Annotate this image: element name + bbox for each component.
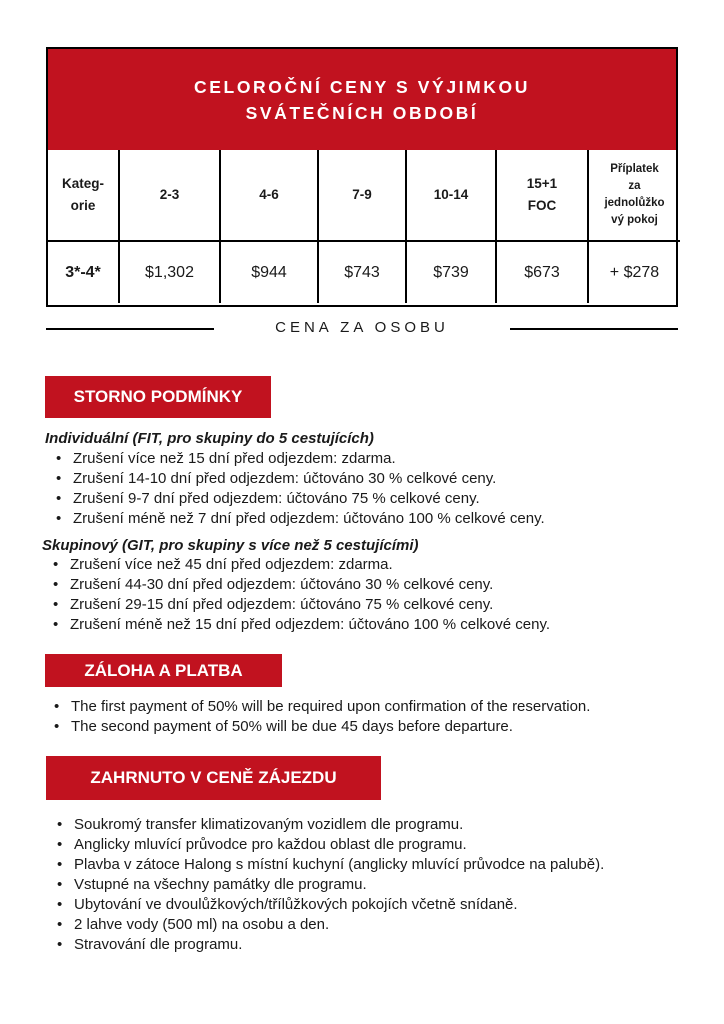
list-item: • Zrušení 29-15 dní před odjezdem: účtováno 75 % celkové ceny. bbox=[70, 595, 550, 615]
price-group-4-6: $944 bbox=[220, 241, 318, 303]
list-item: • The first payment of 50% will be required upon confirmation of the reservation. bbox=[71, 697, 590, 717]
price-table bbox=[48, 150, 680, 303]
price-table-row bbox=[48, 241, 680, 303]
included-heading: ZAHRNUTO V CENĚ ZÁJEZDU bbox=[46, 756, 381, 800]
list-item: • Zrušení více než 45 dní před odjezdem: zdarma. bbox=[70, 555, 550, 575]
fit-subheading: Individuální (FIT, pro skupiny do 5 cestujících) bbox=[45, 430, 374, 447]
price-table-title bbox=[48, 49, 676, 150]
divider-line-right bbox=[510, 328, 678, 330]
list-item: • Soukromý transfer klimatizovaným vozidlem dle programu. bbox=[74, 815, 674, 835]
list-item: • Zrušení 44-30 dní před odjezdem: účtováno 30 % celkové ceny. bbox=[70, 575, 550, 595]
header-category: Kateg- orie bbox=[48, 150, 119, 241]
price-group-7-9: $743 bbox=[318, 241, 406, 303]
list-item: • Zrušení méně než 15 dní před odjezdem: účtováno 100 % celkové ceny. bbox=[70, 615, 550, 635]
deposit-heading: ZÁLOHA A PLATBA bbox=[45, 654, 282, 687]
list-item: • Zrušení 14-10 dní před odjezdem: účtováno 30 % celkové ceny. bbox=[73, 469, 545, 489]
header-group-10-14: 10-14 bbox=[406, 150, 496, 241]
list-item: • Vstupné na všechny památky dle programu. bbox=[74, 875, 674, 895]
list-item: • Zrušení více než 15 dní před odjezdem: zdarma. bbox=[73, 449, 545, 469]
price-title-line1: CELOROČNÍ CENY S VÝJIMKOU bbox=[194, 76, 530, 97]
price-table-box bbox=[46, 47, 678, 307]
included-list bbox=[49, 815, 674, 955]
list-item: • The second payment of 50% will be due 45 days before departure. bbox=[71, 717, 590, 737]
header-single-surcharge: Příplatek za jednolůžko vý pokoj bbox=[588, 150, 680, 241]
list-item: • Plavba v zátoce Halong s místní kuchyní (anglicky mluvící průvodce na palubě). bbox=[74, 855, 674, 875]
price-title-line2: SVÁTEČNÍCH OBDOBÍ bbox=[245, 102, 479, 123]
row-category: 3*-4* bbox=[48, 241, 119, 303]
list-item: • Stravování dle programu. bbox=[74, 935, 674, 955]
header-group-4-6: 4-6 bbox=[220, 150, 318, 241]
price-group-10-14: $739 bbox=[406, 241, 496, 303]
header-group-7-9: 7-9 bbox=[318, 150, 406, 241]
deposit-list bbox=[46, 697, 590, 737]
price-table-header-row bbox=[48, 150, 680, 241]
header-group-15-foc: 15+1 FOC bbox=[496, 150, 588, 241]
price-single-surcharge: + $278 bbox=[588, 241, 680, 303]
per-person-divider bbox=[46, 318, 678, 340]
cancellation-heading: STORNO PODMÍNKY bbox=[45, 376, 271, 418]
list-item: • Zrušení 9-7 dní před odjezdem: účtováno 75 % celkové ceny. bbox=[73, 489, 545, 509]
header-group-2-3: 2-3 bbox=[119, 150, 220, 241]
price-group-2-3: $1,302 bbox=[119, 241, 220, 303]
list-item: • Ubytování ve dvoulůžkových/třílůžkových pokojích včetně snídaně. bbox=[74, 895, 674, 915]
per-person-label: CENA ZA OSOBU bbox=[275, 319, 449, 336]
fit-list bbox=[48, 449, 545, 529]
list-item: • Zrušení méně než 7 dní před odjezdem: účtováno 100 % celkové ceny. bbox=[73, 509, 545, 529]
git-subheading: Skupinový (GIT, pro skupiny s více než 5 cestujícími) bbox=[42, 537, 419, 554]
price-group-15-foc: $673 bbox=[496, 241, 588, 303]
list-item: • Anglicky mluvící průvodce pro každou oblast dle programu. bbox=[74, 835, 674, 855]
list-item: • 2 lahve vody (500 ml) na osobu a den. bbox=[74, 915, 674, 935]
git-list bbox=[45, 555, 550, 635]
divider-line-left bbox=[46, 328, 214, 330]
